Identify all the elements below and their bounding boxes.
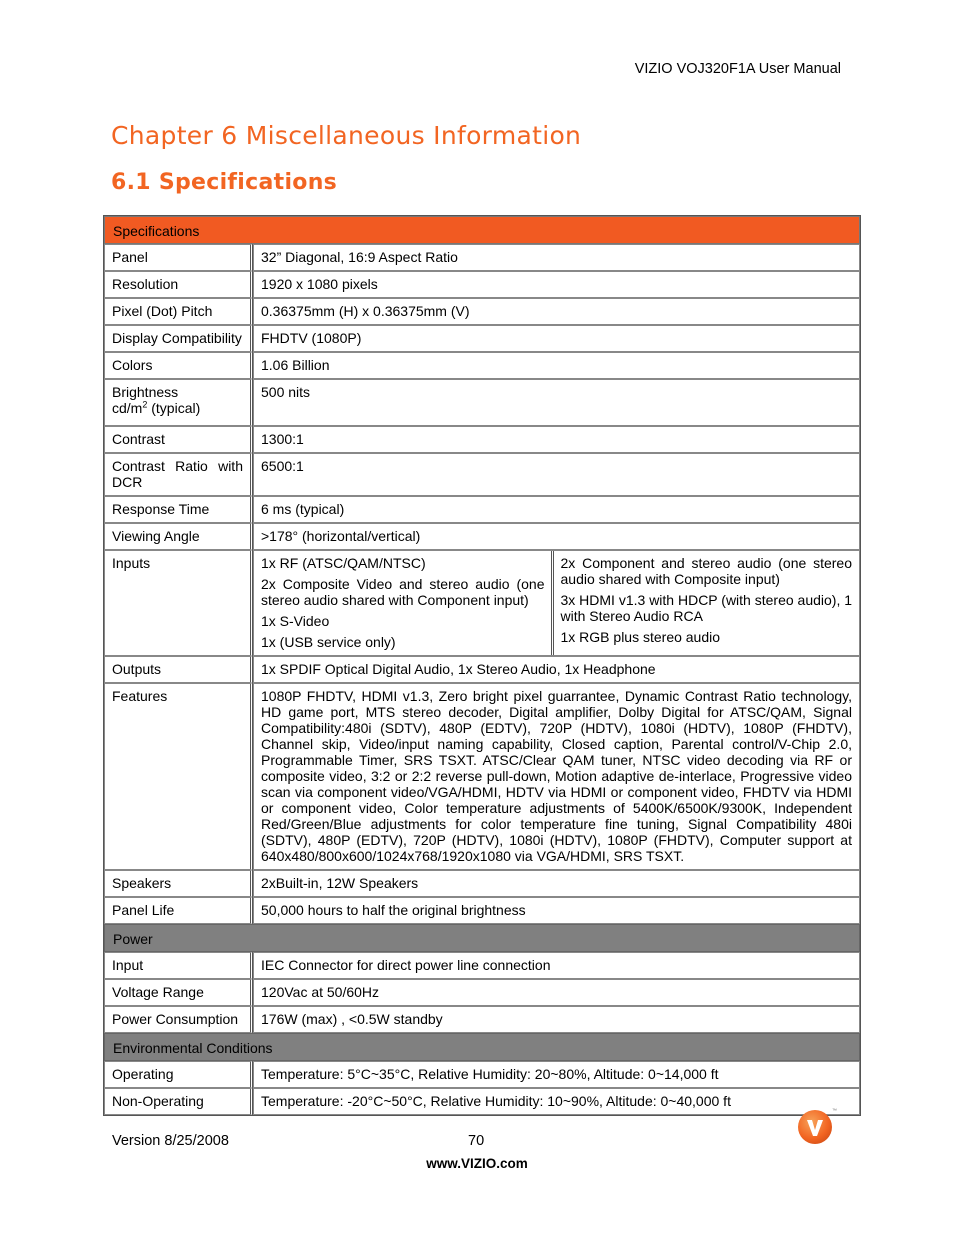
footer-version: Version 8/25/2008 [112, 1133, 229, 1149]
row-label: Pixel (Dot) Pitch [104, 298, 253, 325]
row-value: 6 ms (typical) [253, 496, 860, 523]
table-row [104, 244, 860, 271]
row-label: Speakers [104, 870, 253, 897]
inputs-column-2 [552, 551, 859, 655]
row-label: Features [104, 683, 253, 870]
row-label-brightness [104, 379, 253, 426]
row-label: Contrast Ratio with DCR [104, 453, 253, 496]
features-value: 1080P FHDTV, HDMI v1.3, Zero bright pixel guarrantee, Dynamic Contrast Ratio technology, HD game port, MTS stereo decoder, Digital amplifier, Dolby Digital for ATSC/QAM, Signal Compatibility:480i (SDTV), 480P (EDTV), 720P (HDTV), 1080i (HDTV), 1080P (FHDTV), Channel skip, Video/input naming capability, Closed caption, Parental control/V-Chip 2.0, Programmable Timer, SRS TSXT. ATSC/Clear QAM tuner, NTSC video decoding via RF or composite video, 3:2 or 2:2 reverse pull-down, Motion adaptive de-interlace, Progressive video scan via component video/VGA/HDMI, HDTV via HDMI or component video, FHDTV via HDMI or component video, Color temperature adjustments of 5400K/6500K/9300K, Independent Red/Green/Blue adjustments for color temperature fine tuning, Signal Compatibility 480i (SDTV), 480P (EDTV), 720P (HDTV), 1080i (HDTV), 1080P (FHDTV), Computer support at 640x480/800x600/1024x768/1920x1080 via VGA/HDMI, SRS TSXT. [253, 683, 860, 870]
inputs-column-1 [254, 551, 552, 655]
row-value: 6500:1 [253, 453, 860, 496]
row-label: Response Time [104, 496, 253, 523]
input-item: 3x HDMI v1.3 with HDCP (with stereo audio), 1 with Stereo Audio RCA [560, 592, 853, 624]
table-row [104, 496, 860, 523]
row-label: Panel [104, 244, 253, 271]
row-value: 50,000 hours to half the original brightness [253, 897, 860, 924]
input-item: 1x RGB plus stereo audio [560, 629, 721, 645]
row-value: FHDTV (1080P) [253, 325, 860, 352]
row-value: 1920 x 1080 pixels [253, 271, 860, 298]
table-row [104, 656, 860, 683]
input-item: 2x Composite Video and stereo audio (one stereo audio shared with Component input) [261, 576, 545, 608]
input-item: 1x (USB service only) [261, 634, 396, 650]
row-label: Outputs [104, 656, 253, 683]
row-value: 2xBuilt-in, 12W Speakers [253, 870, 860, 897]
row-label: Power Consumption [104, 1006, 253, 1033]
environmental-header: Environmental Conditions [104, 1033, 860, 1061]
row-label: Contrast [104, 426, 253, 453]
table-row [104, 325, 860, 352]
inputs-value [253, 550, 860, 656]
row-label: Panel Life [104, 897, 253, 924]
specifications-table [103, 215, 861, 1116]
brightness-unit-exponent: 2 [142, 399, 148, 410]
table-row [104, 426, 860, 453]
row-label: Colors [104, 352, 253, 379]
row-value: 0.36375mm (H) x 0.36375mm (V) [253, 298, 860, 325]
row-value: 1x SPDIF Optical Digital Audio, 1x Stereo Audio, 1x Headphone [253, 656, 860, 683]
inputs-columns [254, 551, 859, 655]
table-row [104, 523, 860, 550]
row-label: Non-Operating [104, 1088, 253, 1115]
input-item: 2x Component and stereo audio (one stereo audio shared with Composite input) [560, 555, 852, 587]
row-value: 32” Diagonal, 16:9 Aspect Ratio [253, 244, 860, 271]
table-row [104, 298, 860, 325]
power-header: Power [104, 924, 860, 952]
environmental-header-row [104, 1033, 860, 1061]
brightness-label: Brightness [112, 384, 179, 400]
row-label: Input [104, 952, 253, 979]
row-value: Temperature: 5°C~35°C, Relative Humidity: 20~80%, Altitude: 0~14,000 ft [253, 1061, 860, 1088]
manual-title: VIZIO VOJ320F1A User Manual [634, 61, 841, 77]
section-title: 6.1 Specifications [111, 170, 338, 195]
row-value: >178° (horizontal/vertical) [253, 523, 860, 550]
input-item: 1x RF (ATSC/QAM/NTSC) [261, 555, 426, 571]
brightness-unit-suffix: (typical) [147, 400, 201, 416]
table-row [104, 952, 860, 979]
table-row [104, 1006, 860, 1033]
footer-url[interactable]: www.VIZIO.com [426, 1156, 528, 1171]
row-label: Operating [104, 1061, 253, 1088]
row-value: IEC Connector for direct power line connection [253, 952, 860, 979]
chapter-title: Chapter 6 Miscellaneous Information [111, 121, 582, 150]
row-label: Voltage Range [104, 979, 253, 1006]
page-number: 70 [468, 1133, 485, 1149]
specifications-header: Specifications [104, 216, 860, 244]
row-value: 500 nits [253, 379, 860, 426]
row-label: Inputs [104, 550, 253, 656]
table-row [104, 352, 860, 379]
row-label: Display Compatibility [104, 325, 253, 352]
input-item: 1x S-Video [261, 613, 330, 629]
table-row [104, 453, 860, 496]
row-value: 176W (max) , <0.5W standby [253, 1006, 860, 1033]
table-row [104, 379, 860, 426]
trademark-mark: ™ [832, 1108, 837, 1114]
brightness-unit: cd/m [112, 400, 143, 416]
vizio-logo-icon [798, 1110, 832, 1144]
table-row [104, 1088, 860, 1115]
table-row [104, 870, 860, 897]
table-row [104, 683, 860, 870]
table-row [104, 897, 860, 924]
table-row [104, 979, 860, 1006]
row-label: Viewing Angle [104, 523, 253, 550]
row-value: Temperature: -20°C~50°C, Relative Humidity: 10~90%, Altitude: 0~40,000 ft [253, 1088, 860, 1115]
power-header-row [104, 924, 860, 952]
table-row-inputs [104, 550, 860, 656]
vizio-v-icon [798, 1110, 832, 1144]
row-value: 1.06 Billion [253, 352, 860, 379]
table-row [104, 1061, 860, 1088]
specifications-header-row [104, 216, 860, 244]
table-row [104, 271, 860, 298]
row-value: 1300:1 [253, 426, 860, 453]
row-value: 120Vac at 50/60Hz [253, 979, 860, 1006]
row-label: Resolution [104, 271, 253, 298]
